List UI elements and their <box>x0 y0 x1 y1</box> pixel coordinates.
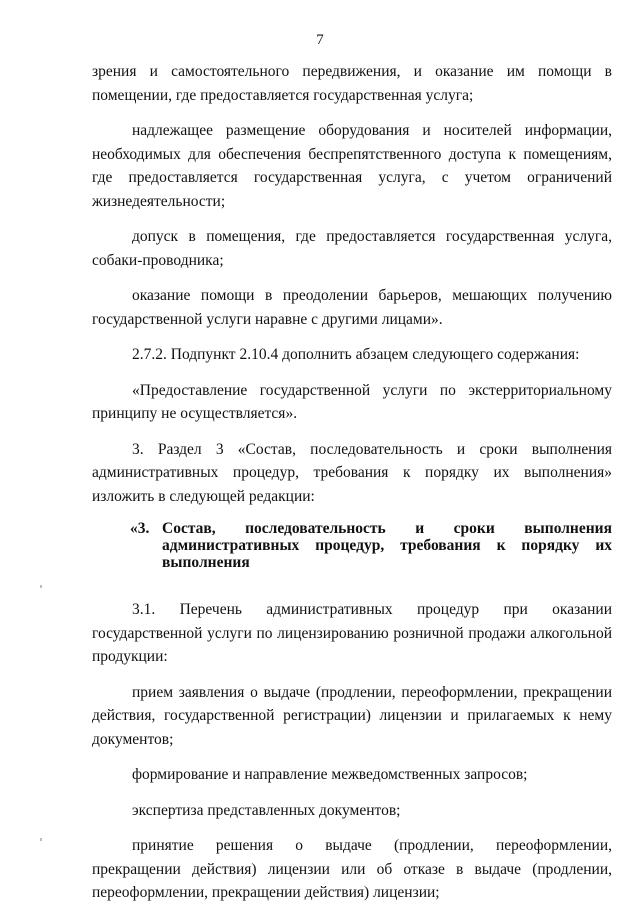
quoted-amendment: «Предоставление государственной услуги по экстерриториальному принципу не осуществляется». <box>92 381 612 422</box>
list-item-guide-dog-access: допуск в помещения, где предоставляется государственная услуга, собаки-проводника; <box>92 228 612 269</box>
procedure-item-decision: принятие решения о выдаче (продлении, переоформлении, прекращении действия) лицензии или об отказе в выдаче (продлении, переоформлении, прекращении действия) лицензии; <box>92 837 612 901</box>
clause-2-7-2: 2.7.2. Подпункт 2.10.4 дополнить абзацем следующего содержания: <box>132 346 580 363</box>
procedure-item-application: прием заявления о выдаче (продлении, переоформлении, прекращении действия, государственной регистрации) лицензии и прилагаемых к нему документов; <box>92 683 612 748</box>
section-heading-text: Состав, последовательность и сроки выполнения административных процедур, требования к порядку их выполнения <box>162 520 612 571</box>
page-number: 7 <box>316 32 324 48</box>
clause-3: 3. Раздел 3 «Состав, последовательность и сроки выполнения административных процедур, требования к порядку их выполнения» изложить в следующей редакции: <box>92 440 612 505</box>
document-body <box>92 60 612 917</box>
paragraph-continuation: зрения и самостоятельного передвижения, и оказание им помощи в помещении, где предоставляется государственная услуга; <box>92 63 612 104</box>
procedure-item-expertise: экспертиза представленных документов; <box>132 801 401 819</box>
clause-3-1: 3.1. Перечень административных процедур при оказании государственной услуги по лицензированию розничной продажи алкогольной продукции: <box>92 601 612 665</box>
margin-mark <box>40 585 42 588</box>
section-heading <box>92 520 612 571</box>
procedure-item-interagency-requests: формирование и направление межведомственных запросов; <box>132 766 528 783</box>
list-item-barrier-assistance: оказание помощи в преодолении барьеров, мешающих получению государственной услуги наравне с другими лицами». <box>92 287 612 328</box>
section-heading-number: «3. <box>130 520 150 537</box>
list-item-equipment-placement: надлежащее размещение оборудования и носителей информации, необходимых для обеспечения беспрепятственного доступа к помещениям, где предоставляется государственная услуга, с учетом ограничений жизнедеятельности; <box>92 122 612 210</box>
margin-mark <box>40 838 42 841</box>
